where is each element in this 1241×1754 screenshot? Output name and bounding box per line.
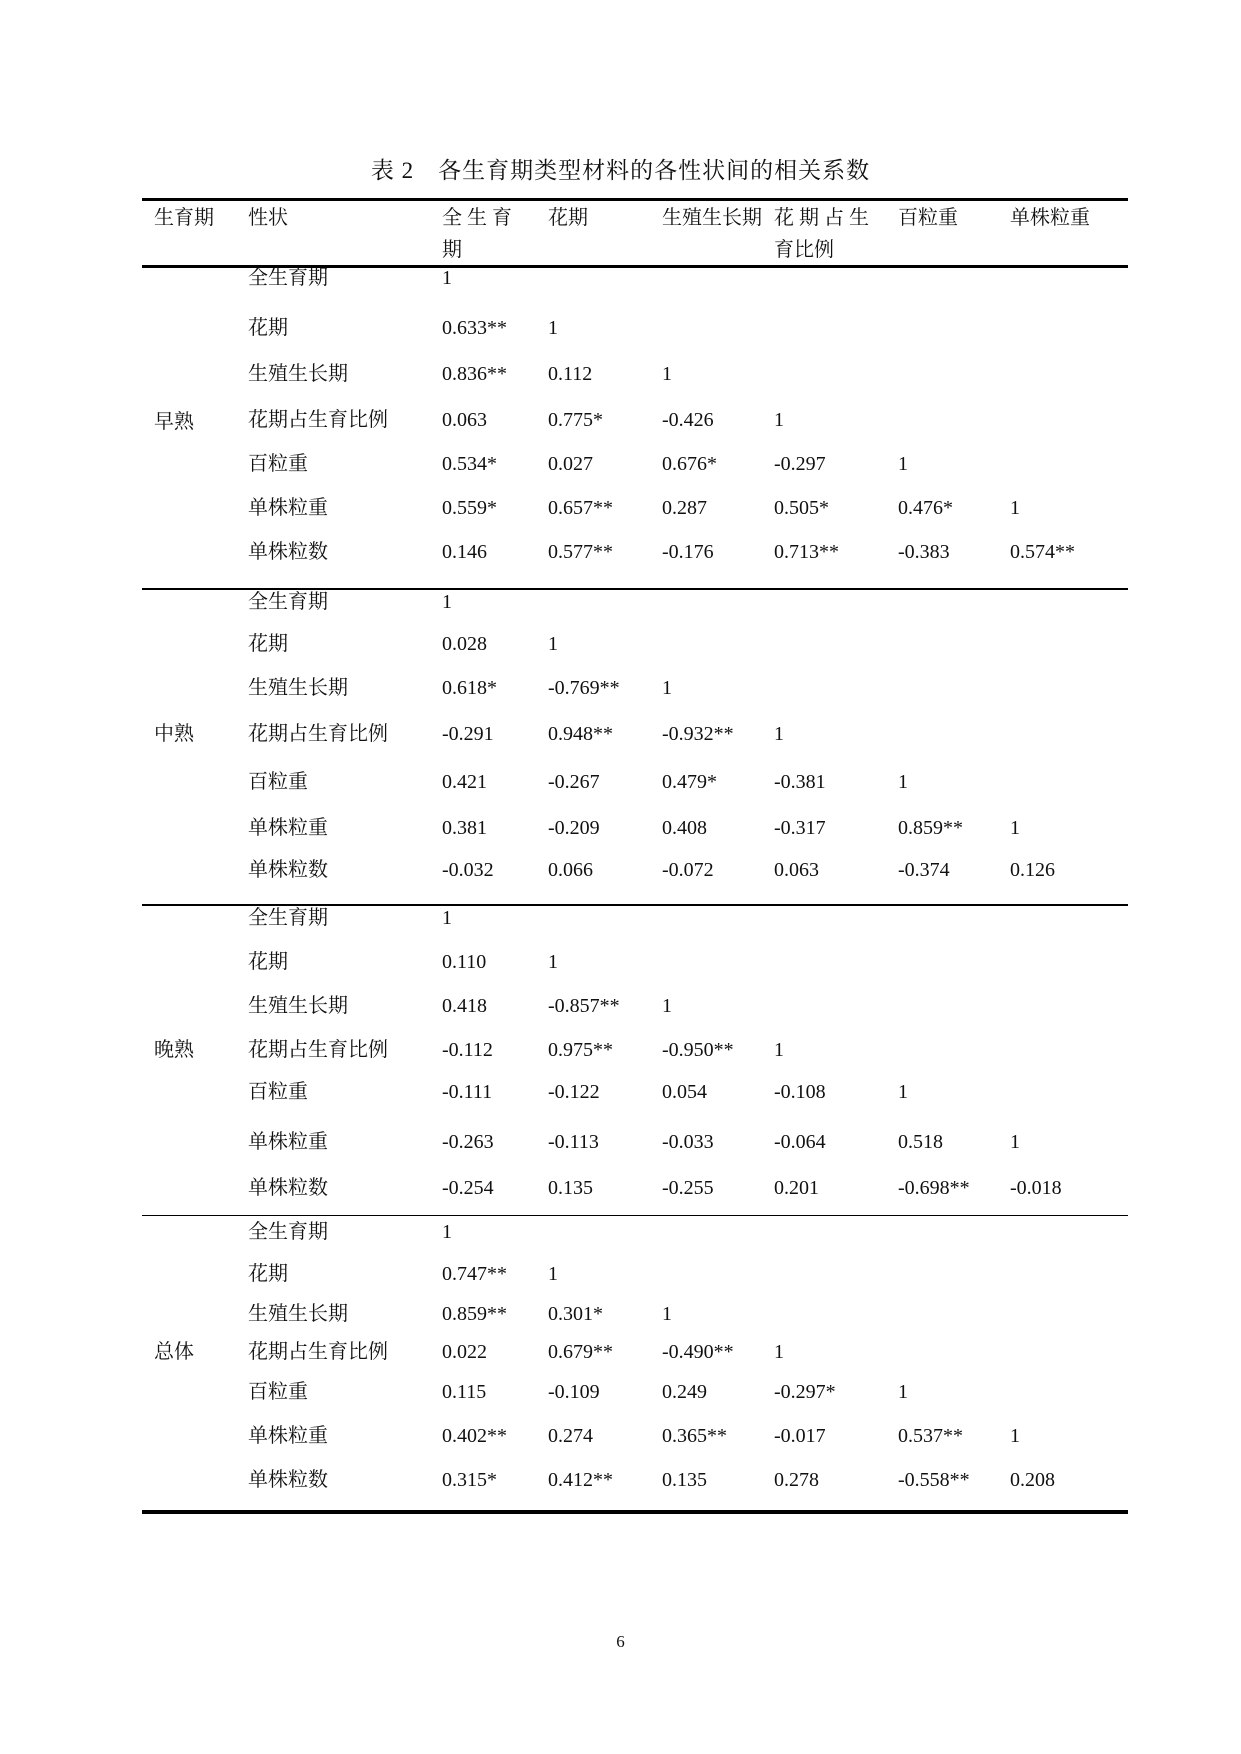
table-cell: -0.072 [662, 859, 714, 881]
table-cell: 1 [1010, 1425, 1020, 1447]
trait-label: 单株粒重 [248, 1131, 328, 1153]
trait-label: 花期 [248, 317, 288, 339]
table-cell: 0.201 [774, 1177, 819, 1199]
group-label: 总体 [154, 1341, 194, 1363]
table-cell: 0.713** [774, 541, 839, 563]
table-cell: 0.126 [1010, 859, 1055, 881]
table-cell: 0.135 [548, 1177, 593, 1199]
trait-label: 全生育期 [248, 267, 328, 289]
table-cell: 0.315* [442, 1469, 497, 1491]
table-cell: 1 [548, 317, 558, 339]
table-cell: 0.027 [548, 453, 593, 475]
trait-label: 单株粒重 [248, 817, 328, 839]
table-cell: -0.297 [774, 453, 826, 475]
trait-label: 单株粒数 [248, 541, 328, 563]
table-cell: -0.297* [774, 1381, 836, 1403]
table-cell: 0.112 [548, 363, 593, 385]
table-cell: -0.317 [774, 817, 826, 839]
table-cell: 0.633** [442, 317, 507, 339]
trait-label: 生殖生长期 [248, 1303, 348, 1325]
trait-label: 百粒重 [248, 453, 308, 475]
table-cell: 1 [774, 1341, 784, 1363]
table-number: 表 2 [370, 158, 415, 183]
table-cell: -0.291 [442, 723, 494, 745]
header-col: 百粒重 [898, 207, 958, 229]
trait-label: 百粒重 [248, 771, 308, 793]
trait-label: 生殖生长期 [248, 363, 348, 385]
table-cell: 0.537** [898, 1425, 963, 1447]
table-cell: -0.383 [898, 541, 950, 563]
table-cell: -0.111 [442, 1081, 493, 1103]
table-cell: -0.032 [442, 859, 494, 881]
table-cell: -0.263 [442, 1131, 494, 1153]
table-cell: -0.374 [898, 859, 950, 881]
table-cell: -0.558** [898, 1469, 970, 1491]
table-cell: 0.301* [548, 1303, 603, 1325]
table-cell: 0.278 [774, 1469, 819, 1491]
table-cell: 0.274 [548, 1425, 593, 1447]
trait-label: 百粒重 [248, 1081, 308, 1103]
trait-label: 花期占生育比例 [248, 1341, 388, 1363]
table-cell: 1 [662, 363, 672, 385]
table-cell: 0.859** [442, 1303, 507, 1325]
table-cell: -0.209 [548, 817, 600, 839]
table-rule [142, 198, 1128, 201]
trait-label: 花期占生育比例 [248, 1039, 388, 1061]
table-cell: 0.476* [898, 497, 953, 519]
table-cell: 0.249 [662, 1381, 707, 1403]
table-cell: 1 [1010, 497, 1020, 519]
table-caption [0, 152, 1241, 185]
table-cell: 1 [662, 995, 672, 1017]
table-cell: 0.063 [442, 409, 487, 431]
trait-label: 生殖生长期 [248, 995, 348, 1017]
header-trait: 性状 [248, 207, 288, 229]
header-col: 花期 [548, 207, 588, 229]
table-cell: -0.857** [548, 995, 620, 1017]
table-cell: 0.365** [662, 1425, 727, 1447]
table-cell: 0.381 [442, 817, 487, 839]
table-cell: 0.505* [774, 497, 829, 519]
table-cell: 0.479* [662, 771, 717, 793]
table-cell: 0.518 [898, 1131, 943, 1153]
table-cell: 1 [898, 453, 908, 475]
table-cell: 0.836** [442, 363, 507, 385]
table-cell: -0.490** [662, 1341, 734, 1363]
table-cell: -0.267 [548, 771, 600, 793]
table-cell: 0.063 [774, 859, 819, 881]
table-cell: 0.110 [442, 951, 487, 973]
table-cell: 0.618* [442, 677, 497, 699]
table-cell: 1 [548, 633, 558, 655]
table-cell: 1 [774, 723, 784, 745]
trait-label: 单株粒数 [248, 859, 328, 881]
table-cell: 0.679** [548, 1341, 613, 1363]
trait-label: 花期 [248, 1263, 288, 1285]
table-cell: -0.254 [442, 1177, 494, 1199]
table-cell: 0.402** [442, 1425, 507, 1447]
trait-label: 单株粒数 [248, 1469, 328, 1491]
group-label: 早熟 [154, 411, 194, 433]
table-rule [142, 1510, 1128, 1514]
table-cell: 1 [1010, 817, 1020, 839]
table-cell: 1 [442, 267, 452, 289]
table-cell: 0.421 [442, 771, 487, 793]
table-cell: 1 [662, 677, 672, 699]
table-cell: -0.109 [548, 1381, 600, 1403]
table-cell: 1 [774, 409, 784, 431]
table-cell: 0.022 [442, 1341, 487, 1363]
table-cell: 1 [442, 1221, 452, 1243]
trait-label: 单株粒数 [248, 1177, 328, 1199]
table-cell: 0.948** [548, 723, 613, 745]
table-cell: -0.122 [548, 1081, 600, 1103]
table-cell: -0.017 [774, 1425, 826, 1447]
table-cell: 0.135 [662, 1469, 707, 1491]
table-cell: 1 [774, 1039, 784, 1061]
header-col: 花 期 占 生育比例 [774, 207, 869, 261]
group-label: 中熟 [154, 723, 194, 745]
table-cell: 0.408 [662, 817, 707, 839]
table-cell: 0.287 [662, 497, 707, 519]
table-title: 各生育期类型材料的各性状间的相关系数 [438, 158, 871, 183]
header-col: 生殖生长期 [662, 207, 762, 229]
table-cell: -0.255 [662, 1177, 714, 1199]
table-cell: -0.176 [662, 541, 714, 563]
trait-label: 生殖生长期 [248, 677, 348, 699]
table-cell: 0.412** [548, 1469, 613, 1491]
table-cell: -0.769** [548, 677, 620, 699]
table-cell: 0.066 [548, 859, 593, 881]
page-number: 6 [616, 1632, 625, 1651]
table-cell: 0.208 [1010, 1469, 1055, 1491]
table-cell: 0.534* [442, 453, 497, 475]
table-cell: 0.115 [442, 1381, 487, 1403]
trait-label: 单株粒重 [248, 1425, 328, 1447]
trait-label: 花期 [248, 951, 288, 973]
table-cell: 1 [898, 1081, 908, 1103]
table-cell: -0.112 [442, 1039, 493, 1061]
table-cell: 1 [442, 591, 452, 613]
table-cell: 0.146 [442, 541, 487, 563]
table-cell: 1 [548, 951, 558, 973]
trait-label: 单株粒重 [248, 497, 328, 519]
table-cell: 1 [548, 1263, 558, 1285]
table-cell: -0.698** [898, 1177, 970, 1199]
table-cell: 0.418 [442, 995, 487, 1017]
header-col: 全 生 育期 [442, 207, 512, 261]
trait-label: 全生育期 [248, 1221, 328, 1243]
table-cell: 0.775* [548, 409, 603, 431]
header-group: 生育期 [154, 207, 214, 229]
table-cell: -0.108 [774, 1081, 826, 1103]
trait-label: 全生育期 [248, 907, 328, 929]
table-cell: 0.028 [442, 633, 487, 655]
table-cell: 0.054 [662, 1081, 707, 1103]
table-cell: 0.559* [442, 497, 497, 519]
table-cell: -0.381 [774, 771, 826, 793]
table-cell: 0.657** [548, 497, 613, 519]
table-cell: -0.932** [662, 723, 734, 745]
table-cell: -0.113 [548, 1131, 599, 1153]
table-cell: 0.574** [1010, 541, 1075, 563]
table-cell: 1 [1010, 1131, 1020, 1153]
header-col: 单株粒重 [1010, 207, 1090, 229]
table-cell: -0.426 [662, 409, 714, 431]
trait-label: 花期占生育比例 [248, 723, 388, 745]
table-cell: 0.747** [442, 1263, 507, 1285]
trait-label: 花期占生育比例 [248, 409, 388, 431]
table-cell: -0.950** [662, 1039, 734, 1061]
group-label: 晚熟 [154, 1039, 194, 1061]
table-cell: 1 [898, 1381, 908, 1403]
trait-label: 百粒重 [248, 1381, 308, 1403]
table-cell: -0.018 [1010, 1177, 1062, 1199]
table-cell: 1 [898, 771, 908, 793]
table-cell: 1 [662, 1303, 672, 1325]
table-cell: -0.033 [662, 1131, 714, 1153]
table-cell: 1 [442, 907, 452, 929]
table-cell: 0.676* [662, 453, 717, 475]
trait-label: 花期 [248, 633, 288, 655]
table-cell: 0.975** [548, 1039, 613, 1061]
trait-label: 全生育期 [248, 591, 328, 613]
table-cell: 0.577** [548, 541, 613, 563]
table-cell: 0.859** [898, 817, 963, 839]
table-cell: -0.064 [774, 1131, 826, 1153]
